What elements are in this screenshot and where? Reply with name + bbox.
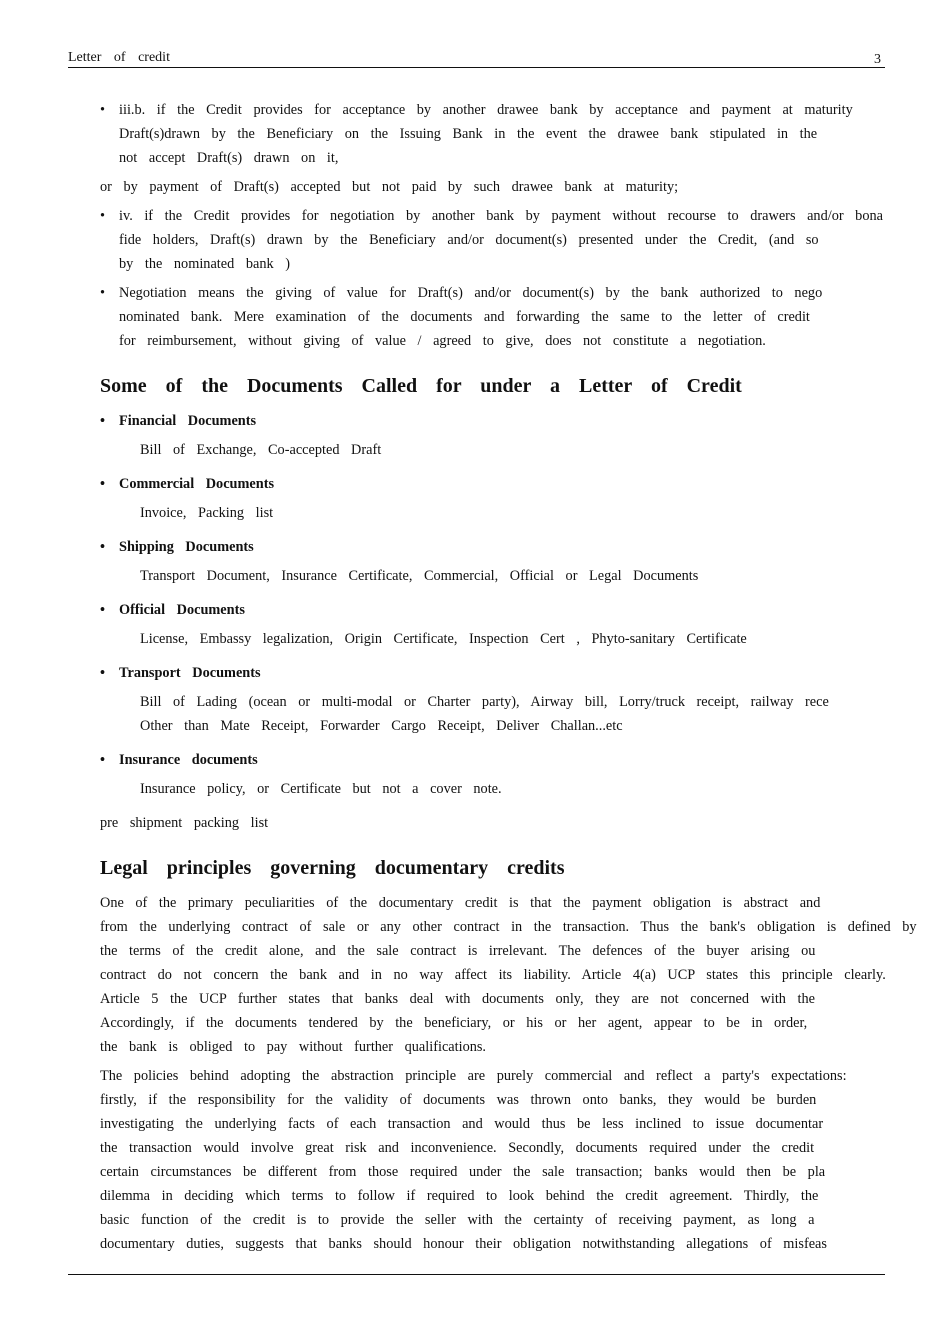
text-line: basic function of the credit is to provide the seller with the certainty of receiving payment, as long a: [100, 1212, 815, 1228]
sub-text: License, Embassy legalization, Origin Certificate, Inspection Cert , Phyto-sanitary Certificate: [140, 631, 747, 647]
text-line: Accordingly, if the documents tendered by the beneficiary, or his or her agent, appear to be in order,: [100, 1015, 808, 1031]
header-title: Letter of credit: [68, 50, 170, 65]
list-item: • Shipping Documents: [100, 535, 935, 559]
sub-text: Bill of Exchange, Co-accepted Draft: [140, 442, 382, 458]
list-item: • Commercial Documents: [100, 472, 935, 496]
sub-text: Transport Document, Insurance Certificate, Commercial, Official or Legal Documents: [140, 568, 699, 584]
paragraph: pre shipment packing list: [100, 815, 269, 831]
list-item: • Insurance documents: [100, 748, 935, 772]
text-line: investigating the underlying facts of each transaction and would thus be less inclined to issue documentar: [100, 1116, 824, 1132]
text-line: Bill of Lading (ocean or multi-modal or Charter party), Airway bill, Lorry/truck receipt, railway rece: [140, 694, 829, 710]
text-line: for reimbursement, without giving of value / agreed to give, does not constitute a negotiation.: [119, 333, 766, 349]
text-line: Article 5 the UCP further states that banks deal with documents only, they are not concerned with the: [100, 991, 815, 1007]
text-line: the bank is obliged to pay without further qualifications.: [100, 1039, 487, 1055]
sub-text: [100, 690, 935, 738]
text-line: Draft(s)drawn by the Beneficiary on the Issuing Bank in the event the drawee bank stipulated in the: [119, 126, 818, 142]
page-header: [68, 50, 885, 68]
text-line: not accept Draft(s) drawn on it,: [119, 150, 339, 166]
paragraph: [100, 1064, 935, 1256]
text-line: the terms of the credit alone, and the sale contract is irrelevant. The defences of the buyer arising ou: [100, 943, 816, 959]
section-heading: Legal principles governing documentary credits: [100, 857, 565, 879]
list-item: [100, 204, 935, 276]
text-line: fide holders, Draft(s) drawn by the Beneficiary and/or document(s) presented under the Credit, (and so: [119, 232, 819, 248]
page-number: 3: [874, 52, 881, 67]
text-line: contract do not concern the bank and in no way affect its liability. Article 4(a) UCP states this principle clearly.: [100, 967, 886, 983]
text-line: certain circumstances be different from those required under the sale transaction; banks would then be pla: [100, 1164, 826, 1180]
sub-text: Invoice, Packing list: [140, 505, 274, 521]
text-line: The policies behind adopting the abstraction principle are purely commercial and reflect a party's expectations:: [100, 1068, 847, 1084]
text-line: from the underlying contract of sale or any other contract in the transaction. Thus the bank's obligation is defined by: [100, 919, 917, 935]
page-content: [100, 98, 935, 1261]
section-heading: Some of the Documents Called for under a Letter of Credit: [100, 375, 742, 397]
list-item: • Official Documents: [100, 598, 935, 622]
text-line: documentary duties, suggests that banks should honour their obligation notwithstanding allegations of misfeas: [100, 1236, 827, 1252]
list-item: [100, 98, 935, 170]
list-item: [100, 281, 935, 353]
text-line: • Negotiation means the giving of value for Draft(s) and/or document(s) by the bank authorized to nego: [119, 285, 823, 301]
text-line: • iv. if the Credit provides for negotiation by another bank by payment without recourse to drawers and/or bona: [119, 208, 883, 224]
text-line: firstly, if the responsibility for the validity of documents was thrown onto banks, they would be burden: [100, 1092, 817, 1108]
paragraph: [100, 891, 935, 1059]
text-line: One of the primary peculiarities of the documentary credit is that the payment obligation is abstract and: [100, 895, 821, 911]
sub-text: Insurance policy, or Certificate but not a cover note.: [140, 781, 502, 797]
list-item: • Financial Documents: [100, 409, 935, 433]
footer-rule: [68, 1274, 885, 1275]
list-item: • Transport Documents: [100, 661, 935, 685]
text-line: Other than Mate Receipt, Forwarder Cargo Receipt, Deliver Challan...etc: [140, 718, 623, 734]
text-line: • iii.b. if the Credit provides for acceptance by another drawee bank by acceptance and payment at maturity: [119, 102, 853, 118]
paragraph: or by payment of Draft(s) accepted but not paid by such drawee bank at maturity;: [100, 179, 679, 195]
text-line: nominated bank. Mere examination of the documents and forwarding the same to the letter of credit: [119, 309, 810, 325]
text-line: by the nominated bank ): [119, 256, 290, 272]
text-line: dilemma in deciding which terms to follow if required to look behind the credit agreement. Thirdly, the: [100, 1188, 819, 1204]
text-line: the transaction would involve great risk and inconvenience. Secondly, documents required under the credit: [100, 1140, 815, 1156]
